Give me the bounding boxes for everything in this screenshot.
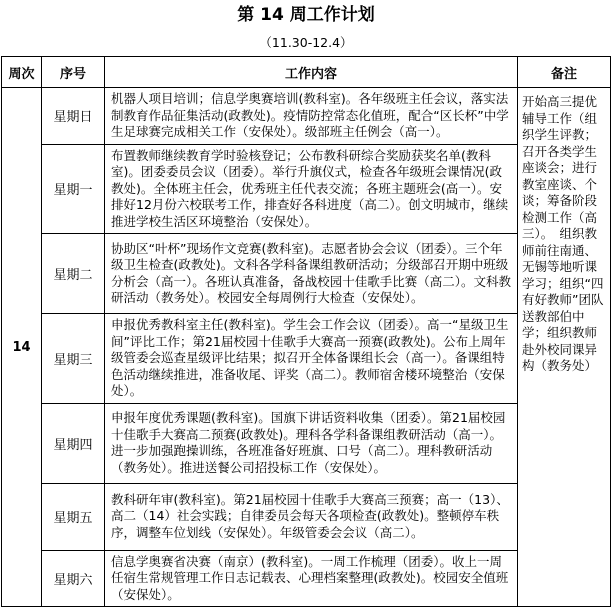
- day-content: 协助区“叶杯”现场作文竞赛(教科室)。志愿者协会会议（团委）。三个年级卫生检查(政教处)。文科各学科备课组教研活动；分级部召开期中班级分析会（高一）。各班认真准备，备战校园十佳歌手比赛（高二）。文科教研活动（教务处）。校园安全每周例行大检查（安保处）。: [105, 234, 518, 314]
- week-number: 14: [2, 88, 42, 607]
- day-content: 布置教师继续教育学时验核登记；公布教科研综合奖励获奖名单(教科室)。团委委员会议（团委）。举行升旗仪式，检查各年级班会课情况(政教处)。全体班主任会，优秀班主任代表交流；各班主题班会(高一）。安排好12月份六校联考工作，排查好各科进度（高二）。创文明城市，继续推进学校生活区环境整治（安保处）。: [105, 144, 518, 234]
- header-content: 工作内容: [105, 57, 518, 88]
- day-label: 星期二: [42, 234, 105, 314]
- day-label: 星期六: [42, 550, 105, 607]
- work-plan-table: [1, 56, 611, 607]
- day-content: 申报年度优秀课题(教科室)。国旗下讲话资料收集（团委）。第21届校园十佳歌手大赛高二预赛(政教处)。理科各学科备课组教研活动（高一）。进一步加强跑操训练，各班准备好班旗、口号（高二）。理科教研活动（教务处）。推进送餐公司招投标工作（安保处）。: [105, 403, 518, 483]
- date-range: （11.30-12.4）: [259, 35, 353, 50]
- day-label: 星期日: [42, 88, 105, 145]
- day-content: 信息学奥赛省决赛（南京）(教科室)。一周工作梳理（团委）。收上一周任宿生常规管理工作日志记载表、心理档案整理(政教处)。校园安全值班（安保处）。: [105, 550, 518, 607]
- day-content: 教科研年审(教科室)。第21届校园十佳歌手大赛高三预赛；高一（13）、高二（14）社会实践；自律委员会每天各项检查(政教处)。整顿停车秩序，调整车位划线（安保处）。年级管委会会议（高二）。: [105, 483, 518, 550]
- day-label: 星期四: [42, 403, 105, 483]
- day-label: 星期五: [42, 483, 105, 550]
- header-row: [2, 57, 611, 88]
- notes-content: 开始高三提优辅导工作（组织学生评教；召开各类学生座谈会；进行教室座谈、个谈；筹备阶段检测工作（高三）。 组织教师前往南通、无锡等地听课学习；组织“四有好教师”团队送教部伯中学；组织教师赴外校同课异构（教务处）: [518, 88, 611, 607]
- day-label: 星期三: [42, 314, 105, 404]
- header-seq: 序号: [42, 57, 105, 88]
- day-content: 机器人项目培训；信息学奥赛培训(教科室)。各年级班主任会议，落实法制教育作品征集活动(政教处)。疫情防控常态化值班，配合“区长杯”中学生足球赛完成相关工作（安保处）。级部班主任例会（高一）。: [105, 88, 518, 145]
- day-label: 星期一: [42, 144, 105, 234]
- table-row: [2, 88, 611, 145]
- day-content: 申报优秀教科室主任(教科室)。学生会工作会议（团委）。高一“星级卫生间”评比工作；第21届校园十佳歌手大赛高一预赛(政教处)。公布上周年级管委会巡查星级评比结果；拟召开全体备课组长会（高一）。备课组特色活动继续推进，准备收尾、评奖（高二）。教师宿舍楼环境整治（安保处）。: [105, 314, 518, 404]
- header-notes: 备注: [518, 57, 611, 88]
- page-title: 第 14 周工作计划: [237, 5, 375, 25]
- header-week: 周次: [2, 57, 42, 88]
